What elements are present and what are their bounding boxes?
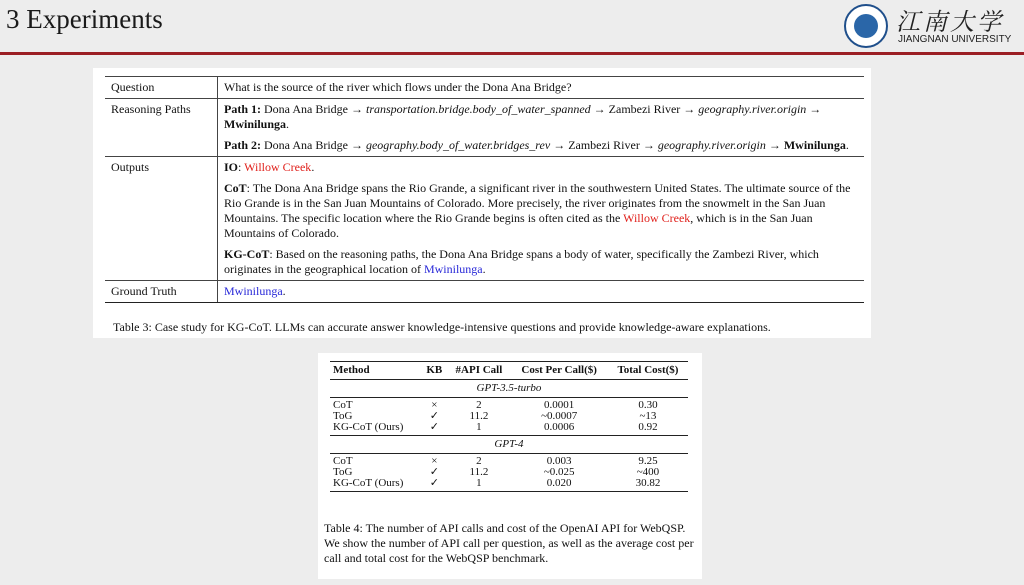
path-1-relation-2: geography.river.origin [698,102,807,116]
path-1-text: → [806,102,822,116]
question-label: Question [105,77,218,99]
kgcot-label: KG-CoT [224,247,270,261]
path-2-text: . [845,138,849,152]
cell-kb: ✓ [421,422,447,436]
cell-api-call: 1 [447,422,510,436]
table-row [330,478,688,492]
kgcot-answer: Mwinilunga [423,262,483,276]
cot-text: , which is in the San Juan Mountains of Colorado. [224,211,813,240]
slide-title: 3 Experiments [6,4,163,34]
university-logo [844,2,1019,50]
io-label: IO [224,160,239,174]
cell-total-cost: 30.82 [608,478,688,492]
university-seal-icon [844,4,888,48]
group-row [330,436,688,454]
cell-api-call: 1 [447,478,510,492]
header-row [330,362,688,380]
path-1-answer: Mwinilunga [224,117,287,131]
cell-method: CoT [333,399,353,411]
path-2-text: Dona Ana Bridge → [261,138,366,152]
cell-total-cost: 0.30 [638,399,658,411]
ground-truth-text: . [282,284,286,298]
path-2-text: → [765,138,784,152]
header-kb: KB [421,362,447,380]
path-1-text: Dona Ana Bridge → [261,102,366,116]
path-1 [224,102,858,132]
cell-kb: ✓ [429,466,439,478]
header-total-cost: Total Cost($) [608,362,688,380]
path-1-text: . [286,117,290,131]
case-study-table [105,76,864,303]
io-answer: Willow Creek [244,160,312,174]
cell-kb: ✓ [421,478,447,492]
outputs-label: Outputs [105,157,218,281]
table3-figure [93,68,871,338]
table-row [330,398,688,412]
kgcot-output [224,247,858,277]
logo-chinese-text: 江南大学 [896,10,1004,36]
title-divider [0,52,1024,55]
cell-kb: ✓ [429,410,439,422]
ground-truth-row [105,281,864,303]
table4-figure [318,353,702,579]
io-output [224,160,858,175]
cell-total-cost: ~13 [639,410,657,422]
cot-output [224,181,858,241]
ground-truth-label: Ground Truth [105,281,218,303]
path-2-answer: Mwinilunga [783,138,846,152]
cell-total-cost: 9.25 [638,455,658,467]
ground-truth-answer: Mwinilunga [224,284,283,298]
header-method: Method [330,362,421,380]
ground-truth-cell [218,281,865,303]
cell-api-call: 11.2 [469,410,489,422]
cell-api-call: 2 [476,399,482,411]
cot-text: : The Dona Ana Bridge spans the Rio Grande, a significant river in the southwestern United States. The ultimate source of the Rio Grande is in the San Juan Mountains of Colorado. More precisely, the river originates from the snowmelt in the San Juan Mountains. The specific location where the Rio Grande begins is often cited as the [224,181,851,225]
io-text: . [311,160,315,174]
path-1-text: → Zambezi River → [590,102,699,116]
cot-answer: Willow Creek [623,211,691,225]
header-api-call: #API Call [447,362,510,380]
cell-api-call: 11.2 [469,466,489,478]
api-cost-table [330,361,688,492]
cell-total-cost: ~400 [636,466,660,478]
cell-cost-per-call: 0.0001 [544,399,575,411]
group-label-gpt4: GPT-4 [330,436,688,454]
question-text: What is the source of the river which flows under the Dona Ana Bridge? [218,77,865,99]
cell-method: KG-CoT (Ours) [330,478,421,492]
reasoning-paths-cell [218,99,865,157]
path-2-text: → Zambezi River → [550,138,658,152]
kgcot-text: : Based on the reasoning paths, the Dona Ana Bridge spans a body of water, specifically the Zambezi River, which originates in the geographical location of [224,247,819,276]
cell-kb: × [431,399,438,411]
path-2 [224,138,858,153]
cell-cost-per-call: 0.020 [510,478,607,492]
cell-cost-per-call: 0.0006 [510,422,607,436]
reasoning-paths-row [105,99,864,157]
path-1-label: Path 1: [224,102,261,116]
cell-method: ToG [333,410,353,422]
cell-method: KG-CoT (Ours) [330,422,421,436]
cell-method: ToG [333,466,353,478]
io-text: : [238,160,245,174]
logo-english-text: JIANGNAN UNIVERSITY [898,34,1012,45]
cot-label: CoT [224,181,247,195]
cell-cost-per-call: ~0.0007 [541,410,578,422]
group-label-gpt35: GPT-3.5-turbo [330,380,688,398]
cell-method: CoT [333,455,353,467]
path-2-relation-1: geography.body_of_water.bridges_rev [365,138,551,152]
reasoning-paths-label: Reasoning Paths [105,99,218,157]
table-row [330,454,688,468]
cell-kb: × [431,455,438,467]
path-1-relation-1: transportation.bridge.body_of_water_spanned [365,102,591,116]
cell-total-cost: 0.92 [608,422,688,436]
table4-caption: Table 4: The number of API calls and cost of the OpenAI API for WebQSP. We show the number of API call per question, as well as the average cost per call and total cost for the WebQSP benchmark. [324,521,694,565]
group-row [330,380,688,398]
header-cost-per-call: Cost Per Call($) [510,362,607,380]
outputs-cell [218,157,865,281]
path-2-relation-2: geography.river.origin [657,138,766,152]
cell-cost-per-call: 0.003 [546,455,572,467]
outputs-row [105,157,864,281]
cell-cost-per-call: ~0.025 [543,466,575,478]
path-2-label: Path 2: [224,138,261,152]
question-row [105,77,864,99]
table3-caption: Table 3: Case study for KG-CoT. LLMs can accurate answer knowledge-intensive questions and provide knowledge-aware explanations. [113,320,771,334]
cell-api-call: 2 [476,455,482,467]
table-row [330,422,688,436]
kgcot-text: . [482,262,486,276]
